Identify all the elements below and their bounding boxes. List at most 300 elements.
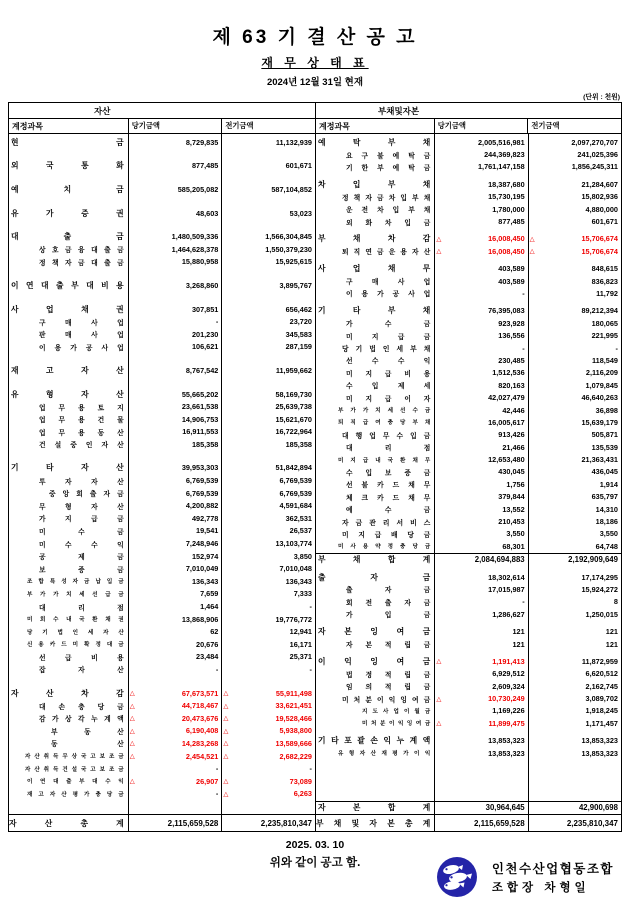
current-amount: △ 2,454,521 bbox=[129, 751, 219, 761]
account-label: 미 지 급 이 자 bbox=[346, 395, 431, 403]
prior-amount: 118,549 bbox=[592, 355, 618, 365]
account-label: 예 수 금 bbox=[346, 507, 431, 515]
prior-amount: 121 bbox=[605, 639, 618, 649]
current-amount: △ 26,907 bbox=[129, 776, 219, 786]
account-label: 가 지 급 금 bbox=[39, 516, 124, 524]
account-label: 출 자 금 bbox=[346, 587, 431, 595]
table-row bbox=[9, 625, 315, 638]
prior-amount: 53,023 bbox=[289, 208, 312, 218]
table-row bbox=[316, 478, 621, 490]
prior-column-header: 전기금액 bbox=[527, 119, 621, 133]
account-label: 미 사 용 약 정 충 당 금 bbox=[338, 544, 431, 551]
account-label: 자 산 차 감 bbox=[11, 688, 124, 698]
table-body bbox=[9, 134, 621, 814]
table-row bbox=[9, 474, 315, 487]
table-row bbox=[9, 136, 315, 149]
table-row bbox=[9, 413, 315, 426]
table-row bbox=[9, 638, 315, 651]
current-amount: △ 6,190,408 bbox=[129, 726, 219, 736]
prior-amount: 241,025,396 bbox=[577, 150, 618, 160]
current-amount: 55,665,202 bbox=[181, 389, 219, 399]
account-label: 대 리 점 bbox=[346, 445, 431, 453]
account-label: 부 동 산 bbox=[51, 728, 124, 736]
prior-amount: △ 5,938,800 bbox=[223, 726, 312, 736]
organization-signature bbox=[436, 856, 614, 898]
account-label: 법 정 적 립 금 bbox=[346, 671, 431, 679]
table-row bbox=[316, 491, 621, 503]
account-label: 신 용 카 드 미 확 정 대 금 bbox=[27, 642, 124, 649]
account-label: 자 본 잉 여 금 bbox=[318, 627, 431, 637]
account-label: 예 치 금 bbox=[11, 184, 124, 194]
negative-triangle-mark: △ bbox=[436, 235, 442, 243]
prior-amount: 12,941 bbox=[289, 627, 312, 637]
current-amount: 2,084,694,883 bbox=[474, 555, 525, 565]
table-row bbox=[316, 275, 621, 287]
account-label: 미 처 분 이 익 잉 여 금 bbox=[342, 696, 431, 704]
negative-triangle-mark: △ bbox=[223, 702, 229, 710]
current-amount: 1,169,226 bbox=[492, 706, 525, 716]
negative-triangle-mark: △ bbox=[129, 690, 135, 698]
prior-amount: 287,159 bbox=[285, 342, 312, 352]
table-row bbox=[9, 600, 315, 613]
account-label: 미 수 금 bbox=[39, 528, 124, 536]
prior-amount: 8 bbox=[613, 597, 618, 607]
table-row bbox=[316, 263, 621, 275]
prior-amount: 42,900,698 bbox=[578, 803, 618, 813]
table-row bbox=[9, 537, 315, 550]
table-row bbox=[9, 575, 315, 588]
table-row bbox=[9, 243, 315, 256]
current-amount: 1,780,000 bbox=[492, 204, 525, 214]
account-label: 당 기 법 인 세 자 산 bbox=[27, 629, 124, 636]
table-row bbox=[316, 245, 621, 257]
current-amount: 19,541 bbox=[196, 526, 219, 536]
current-amount: 210,453 bbox=[498, 517, 525, 527]
account-label: 가 수 금 bbox=[346, 321, 431, 329]
prior-column-header: 전기금액 bbox=[221, 119, 315, 133]
table-row bbox=[9, 400, 315, 413]
table-row bbox=[316, 178, 621, 190]
negative-triangle-mark: △ bbox=[129, 702, 135, 710]
negative-triangle-mark: △ bbox=[129, 715, 135, 723]
prior-amount: 7,010,048 bbox=[279, 564, 312, 574]
current-amount: 3,268,860 bbox=[185, 280, 219, 290]
liabilities-equity-total-current: 2,115,659,528 bbox=[473, 818, 525, 828]
account-label: 유 형 자 산 재 평 가 이 익 bbox=[338, 751, 431, 758]
prior-amount: 36,898 bbox=[595, 405, 618, 415]
prior-amount: 3,895,767 bbox=[279, 280, 312, 290]
account-label: 업 무 용 건 물 bbox=[39, 417, 124, 425]
current-amount: 152,974 bbox=[191, 551, 219, 561]
account-label: 기 타 부 채 bbox=[318, 306, 431, 316]
table-row bbox=[316, 668, 621, 680]
prior-amount: 587,104,852 bbox=[271, 184, 312, 194]
prior-amount: - bbox=[309, 602, 312, 612]
statement-title: 재 무 상 태 표 bbox=[261, 56, 369, 70]
table-row bbox=[316, 329, 621, 341]
account-label: 이 익 잉 여 금 bbox=[318, 656, 431, 666]
table-row bbox=[316, 735, 621, 747]
account-label: 임 의 적 립 금 bbox=[346, 684, 431, 692]
prior-amount: 17,174,295 bbox=[581, 572, 618, 582]
current-amount: 18,302,614 bbox=[488, 572, 525, 582]
negative-triangle-mark: △ bbox=[529, 235, 535, 243]
account-label: 미 지 급 배 당 금 bbox=[342, 531, 431, 539]
liabilities-equity-total bbox=[315, 815, 621, 831]
account-label: 부 채 차 감 bbox=[318, 234, 431, 244]
organization-text bbox=[492, 859, 614, 895]
account-label: 정 책 자 금 차 입 부 채 bbox=[342, 194, 431, 202]
current-column-header: 당기금액 bbox=[434, 119, 528, 133]
prior-amount: 6,769,539 bbox=[279, 476, 312, 486]
prior-amount: 13,853,323 bbox=[581, 748, 618, 758]
prior-amount: 656,462 bbox=[285, 304, 312, 314]
account-label: 조 합 특 성 자 금 납 입 금 bbox=[27, 579, 124, 586]
table-row bbox=[316, 705, 621, 717]
table-row bbox=[316, 287, 621, 299]
account-label: 이 연 대 출 부 대 비 용 bbox=[11, 280, 124, 290]
account-label: 정 책 자 금 대 출 금 bbox=[39, 259, 124, 267]
prior-amount: 221,995 bbox=[591, 331, 618, 341]
organization-president: 조합장 차형일 bbox=[491, 882, 590, 894]
prior-amount: 11,132,939 bbox=[275, 137, 312, 147]
prior-amount: 26,537 bbox=[289, 526, 312, 536]
table-row bbox=[316, 367, 621, 379]
account-label: 부 가 가 치 세 선 급 금 bbox=[27, 591, 124, 598]
table-row bbox=[316, 215, 621, 227]
prior-amount: 836,823 bbox=[591, 276, 618, 286]
account-label: 수 입 보 증 금 bbox=[346, 469, 431, 477]
current-amount: 492,778 bbox=[191, 513, 219, 523]
unit-note: (단위 : 천원) bbox=[583, 94, 620, 101]
current-amount: 820,163 bbox=[498, 380, 525, 390]
table-row bbox=[9, 183, 315, 196]
table-row bbox=[9, 512, 315, 525]
prior-amount: 15,639,179 bbox=[581, 417, 618, 427]
negative-triangle-mark: △ bbox=[223, 727, 229, 735]
prior-amount: 18,186 bbox=[595, 517, 618, 527]
table-row bbox=[9, 207, 315, 220]
table-row bbox=[9, 160, 315, 173]
prior-amount: △ 6,263 bbox=[223, 789, 312, 799]
announcement-date: 2025. 03. 10 bbox=[285, 839, 345, 851]
prior-amount: 2,116,209 bbox=[585, 368, 618, 378]
table-row bbox=[316, 441, 621, 453]
current-amount: 7,659 bbox=[200, 589, 219, 599]
prior-amount: 2,097,270,707 bbox=[571, 137, 618, 147]
assets-total-prior: 2,235,810,347 bbox=[260, 818, 312, 828]
account-label: 이 연 대 출 부 대 수 익 bbox=[27, 779, 124, 786]
prior-amount: 14,310 bbox=[595, 504, 618, 514]
prior-amount: △ 2,682,229 bbox=[223, 751, 312, 761]
current-amount: △ 20,473,676 bbox=[129, 713, 219, 723]
prior-amount: △ 15,706,674 bbox=[529, 246, 618, 256]
account-label: 수 입 제 세 bbox=[346, 383, 431, 391]
account-label: 기 타 자 산 bbox=[11, 463, 124, 473]
account-label: 부 가 가 치 세 선 수 금 bbox=[338, 408, 431, 414]
assets-column bbox=[9, 134, 315, 814]
negative-triangle-mark: △ bbox=[223, 753, 229, 761]
current-amount: △ 16,008,450 bbox=[436, 234, 525, 244]
prior-amount: 635,797 bbox=[591, 492, 618, 502]
account-label: 유 가 증 권 bbox=[11, 208, 124, 218]
account-label: 대 행 업 무 수 입 금 bbox=[342, 432, 431, 440]
prior-amount: 601,671 bbox=[591, 217, 618, 227]
prior-amount: 21,363,431 bbox=[581, 455, 618, 465]
prior-amount: 11,872,959 bbox=[581, 656, 618, 666]
table-row bbox=[9, 328, 315, 341]
account-label: 지 도 사 업 이 월 금 bbox=[362, 708, 431, 715]
account-label: 미 지 급 금 bbox=[346, 333, 431, 341]
current-amount: 1,756 bbox=[506, 479, 525, 489]
table-row bbox=[316, 429, 621, 441]
prior-amount: 3,089,702 bbox=[585, 694, 618, 704]
current-amount: △ 10,730,249 bbox=[436, 694, 525, 704]
current-amount: 23,484 bbox=[196, 652, 219, 662]
current-amount: - bbox=[522, 288, 525, 298]
prior-amount: 25,371 bbox=[289, 652, 312, 662]
account-label: 선 불 카 드 채 무 bbox=[346, 482, 431, 490]
organization-name: 인천수산업협동조합 bbox=[491, 862, 614, 876]
grand-total-row bbox=[9, 814, 621, 831]
announcement-text: 위와 같이 공고 함. bbox=[269, 857, 361, 869]
assets-header: 자산 bbox=[94, 105, 111, 116]
liabilities-equity-total-label: 부 채 및 자 본 총 계 bbox=[316, 818, 431, 828]
current-amount: 877,485 bbox=[191, 161, 219, 171]
assets-total bbox=[9, 815, 315, 831]
table-header-columns bbox=[9, 119, 621, 134]
prior-amount: 2,162,745 bbox=[585, 681, 618, 691]
table-row bbox=[316, 528, 621, 540]
account-label: 보 증 금 bbox=[39, 566, 124, 574]
prior-amount: 2,192,909,649 bbox=[568, 555, 618, 565]
table-row bbox=[9, 525, 315, 538]
table-row bbox=[316, 148, 621, 160]
account-label: 무 형 자 산 bbox=[39, 503, 124, 511]
assets-total-current: 2,115,659,528 bbox=[167, 818, 219, 828]
table-row bbox=[9, 699, 315, 712]
account-label: 자 본 합 계 bbox=[318, 803, 431, 813]
account-label: 업 무 용 토 지 bbox=[39, 404, 124, 412]
current-amount: △ 67,673,571 bbox=[129, 688, 219, 698]
current-amount: 13,868,906 bbox=[181, 614, 219, 624]
prior-amount: 64,748 bbox=[595, 541, 618, 551]
page-title: 제 63 기 결 산 공 고 bbox=[212, 27, 418, 48]
account-column-header: 계정과목 bbox=[315, 119, 434, 133]
liabilities-equity-column bbox=[315, 134, 621, 814]
current-amount: - bbox=[215, 664, 219, 674]
table-row bbox=[9, 725, 315, 738]
table-row bbox=[316, 354, 621, 366]
current-amount: 42,446 bbox=[502, 405, 525, 415]
current-amount: 13,853,323 bbox=[488, 748, 525, 758]
prior-amount: △ 13,589,666 bbox=[223, 738, 312, 748]
prior-amount: 16,171 bbox=[289, 639, 312, 649]
table-row bbox=[9, 651, 315, 664]
prior-amount: 1,171,457 bbox=[585, 718, 618, 728]
negative-triangle-mark: △ bbox=[223, 715, 229, 723]
table-row bbox=[9, 663, 315, 676]
negative-triangle-mark: △ bbox=[129, 740, 135, 748]
current-amount: 121 bbox=[512, 627, 525, 637]
table-row bbox=[316, 466, 621, 478]
current-amount: 307,851 bbox=[191, 304, 219, 314]
table-row bbox=[316, 596, 621, 608]
prior-amount: 46,640,263 bbox=[581, 393, 618, 403]
table-row bbox=[316, 305, 621, 317]
table-row bbox=[9, 562, 315, 575]
account-label: 구 매 사 업 bbox=[39, 319, 124, 327]
current-amount: 403,589 bbox=[498, 276, 525, 286]
table-row bbox=[316, 379, 621, 391]
prior-amount: 23,720 bbox=[289, 317, 312, 327]
prior-amount: △ 33,621,451 bbox=[223, 701, 312, 711]
account-label: 자 산 취 득 건 설 국 고 보 조 금 bbox=[25, 766, 124, 773]
current-amount: 106,621 bbox=[191, 342, 219, 352]
prior-amount: 345,583 bbox=[285, 329, 312, 339]
account-label: 재 고 자 산 평 가 충 당 금 bbox=[27, 791, 124, 798]
account-label: 퇴 직 급 여 충 당 부 채 bbox=[338, 420, 431, 427]
account-label: 기 한 부 예 탁 금 bbox=[346, 164, 431, 172]
subtitle-wrap bbox=[0, 54, 630, 72]
current-amount: 17,015,987 bbox=[488, 584, 525, 594]
current-amount: 39,953,303 bbox=[181, 463, 219, 473]
table-row bbox=[316, 453, 621, 465]
table-row bbox=[9, 499, 315, 512]
current-amount: - bbox=[215, 317, 219, 327]
account-label: 대 리 점 bbox=[39, 604, 124, 612]
current-amount: 913,426 bbox=[498, 430, 525, 440]
table-row bbox=[316, 553, 621, 566]
account-label: 자 본 적 립 금 bbox=[346, 642, 431, 650]
negative-triangle-mark: △ bbox=[129, 778, 135, 786]
current-amount: 16,005,617 bbox=[488, 417, 525, 427]
prior-amount: 16,722,964 bbox=[275, 427, 312, 437]
prior-amount: 25,639,738 bbox=[275, 402, 312, 412]
account-label: 공 제 금 bbox=[39, 554, 124, 562]
current-amount: 6,769,539 bbox=[185, 488, 219, 498]
prior-amount: 3,550 bbox=[599, 529, 618, 539]
current-amount: 23,661,538 bbox=[181, 402, 219, 412]
current-amount: 3,550 bbox=[506, 529, 525, 539]
account-label: 퇴 직 연 금 운 용 자 산 bbox=[342, 249, 431, 257]
prior-amount: 185,358 bbox=[285, 439, 312, 449]
table-row bbox=[9, 303, 315, 316]
prior-amount: 7,333 bbox=[293, 589, 312, 599]
prior-amount: 121 bbox=[605, 627, 618, 637]
liabilities-equity-header: 부채및자본 bbox=[315, 103, 621, 118]
prior-amount: △ 73,089 bbox=[223, 776, 312, 786]
table-row bbox=[316, 342, 621, 354]
current-amount: 68,301 bbox=[502, 541, 525, 551]
current-amount: 12,653,480 bbox=[488, 455, 525, 465]
table-row bbox=[316, 515, 621, 527]
prior-amount: 3,850 bbox=[293, 551, 312, 561]
assets-total-label: 자 산 총 계 bbox=[9, 818, 124, 828]
table-row bbox=[9, 687, 315, 700]
account-label: 대 출 금 bbox=[11, 232, 124, 242]
account-label: 유 형 자 산 bbox=[11, 389, 124, 399]
current-amount: 6,929,512 bbox=[492, 669, 525, 679]
account-label: 가 입 금 bbox=[346, 612, 431, 620]
account-label: 미 수 수 익 bbox=[39, 541, 124, 549]
table-row bbox=[9, 230, 315, 243]
prior-amount: 136,343 bbox=[285, 576, 312, 586]
current-amount: 379,844 bbox=[498, 492, 525, 502]
prior-amount: 362,531 bbox=[285, 513, 312, 523]
table-row bbox=[316, 608, 621, 620]
account-label: 대 손 충 당 금 bbox=[39, 703, 124, 711]
table-row bbox=[316, 317, 621, 329]
prior-amount: 1,079,845 bbox=[585, 380, 618, 390]
account-label: 현 금 bbox=[11, 137, 124, 147]
prior-amount: 4,880,000 bbox=[585, 204, 618, 214]
current-amount: 1,480,509,336 bbox=[171, 232, 219, 242]
current-amount: 923,928 bbox=[498, 318, 525, 328]
current-amount: - bbox=[215, 764, 219, 774]
current-amount: 16,911,553 bbox=[182, 427, 219, 437]
account-label: 미 처 분 이 익 잉 여 금 bbox=[362, 721, 431, 728]
account-label: 감 가 상 각 누 계 액 bbox=[39, 716, 124, 724]
negative-triangle-mark: △ bbox=[529, 248, 535, 256]
current-amount: 18,387,680 bbox=[488, 179, 525, 189]
prior-amount: 11,792 bbox=[596, 288, 618, 298]
current-amount: △ 1,191,413 bbox=[436, 656, 525, 666]
current-amount: 2,609,324 bbox=[492, 681, 525, 691]
current-amount: 1,512,536 bbox=[492, 368, 525, 378]
table-row bbox=[9, 426, 315, 439]
current-amount: 6,769,539 bbox=[185, 476, 219, 486]
account-label: 재 고 자 산 bbox=[11, 365, 124, 375]
current-amount: △ 16,008,450 bbox=[436, 246, 525, 256]
account-label: 출 자 금 bbox=[318, 572, 431, 582]
prior-amount: 6,620,512 bbox=[585, 669, 618, 679]
table-header-sections bbox=[9, 103, 621, 119]
account-label: 잡 자 산 bbox=[39, 667, 124, 675]
table-row bbox=[9, 762, 315, 775]
current-amount: 21,466 bbox=[502, 442, 525, 452]
current-amount: 8,767,542 bbox=[185, 365, 219, 375]
table-row bbox=[9, 613, 315, 626]
account-label: 기 타 포 괄 손 익 누 계 액 bbox=[318, 736, 431, 746]
account-label: 구 매 사 업 bbox=[346, 279, 431, 287]
prior-amount: 1,918,245 bbox=[585, 706, 618, 716]
account-label: 사 업 채 무 bbox=[318, 264, 431, 274]
current-amount: △ 14,283,268 bbox=[129, 738, 219, 748]
table-row bbox=[316, 136, 621, 148]
account-label: 선 수 수 익 bbox=[346, 358, 431, 366]
prior-amount: 4,591,684 bbox=[279, 501, 312, 511]
balance-sheet-table bbox=[8, 102, 622, 832]
table-row bbox=[9, 256, 315, 269]
negative-triangle-mark: △ bbox=[436, 720, 442, 728]
table-row bbox=[9, 712, 315, 725]
current-amount: 7,248,946 bbox=[185, 539, 219, 549]
account-label: 회 전 출 자 금 bbox=[346, 599, 431, 607]
current-amount: - bbox=[522, 343, 525, 353]
negative-triangle-mark: △ bbox=[436, 658, 442, 666]
prior-amount: 13,103,774 bbox=[275, 539, 312, 549]
current-amount: 585,205,082 bbox=[177, 184, 219, 194]
account-label: 선 급 비 용 bbox=[39, 654, 124, 662]
prior-amount: 89,212,394 bbox=[581, 306, 618, 316]
table-row bbox=[9, 364, 315, 377]
table-row bbox=[9, 487, 315, 500]
account-label: 체 크 카 드 채 무 bbox=[346, 494, 431, 502]
table-row bbox=[316, 801, 621, 814]
current-amount: 15,880,958 bbox=[181, 257, 219, 267]
current-amount: 2,005,516,981 bbox=[477, 137, 525, 147]
